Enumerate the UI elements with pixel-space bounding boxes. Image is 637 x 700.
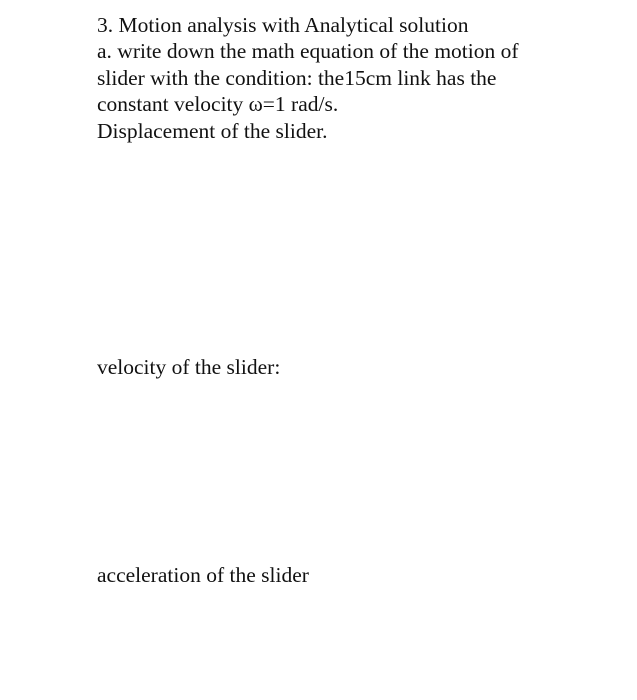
- part-a-line-2: slider with the condition: the15cm link has the: [97, 65, 497, 90]
- question-block: [97, 12, 519, 144]
- part-a-line-1: a. write down the math equation of the motion of: [97, 39, 519, 64]
- velocity-label: velocity of the slider:: [97, 355, 281, 379]
- displacement-label: Displacement of the slider.: [97, 118, 328, 143]
- part-a-line-3: constant velocity ω=1 rad/s.: [97, 92, 339, 117]
- acceleration-label: acceleration of the slider: [97, 563, 309, 587]
- question-heading: 3. Motion analysis with Analytical solution: [97, 13, 469, 37]
